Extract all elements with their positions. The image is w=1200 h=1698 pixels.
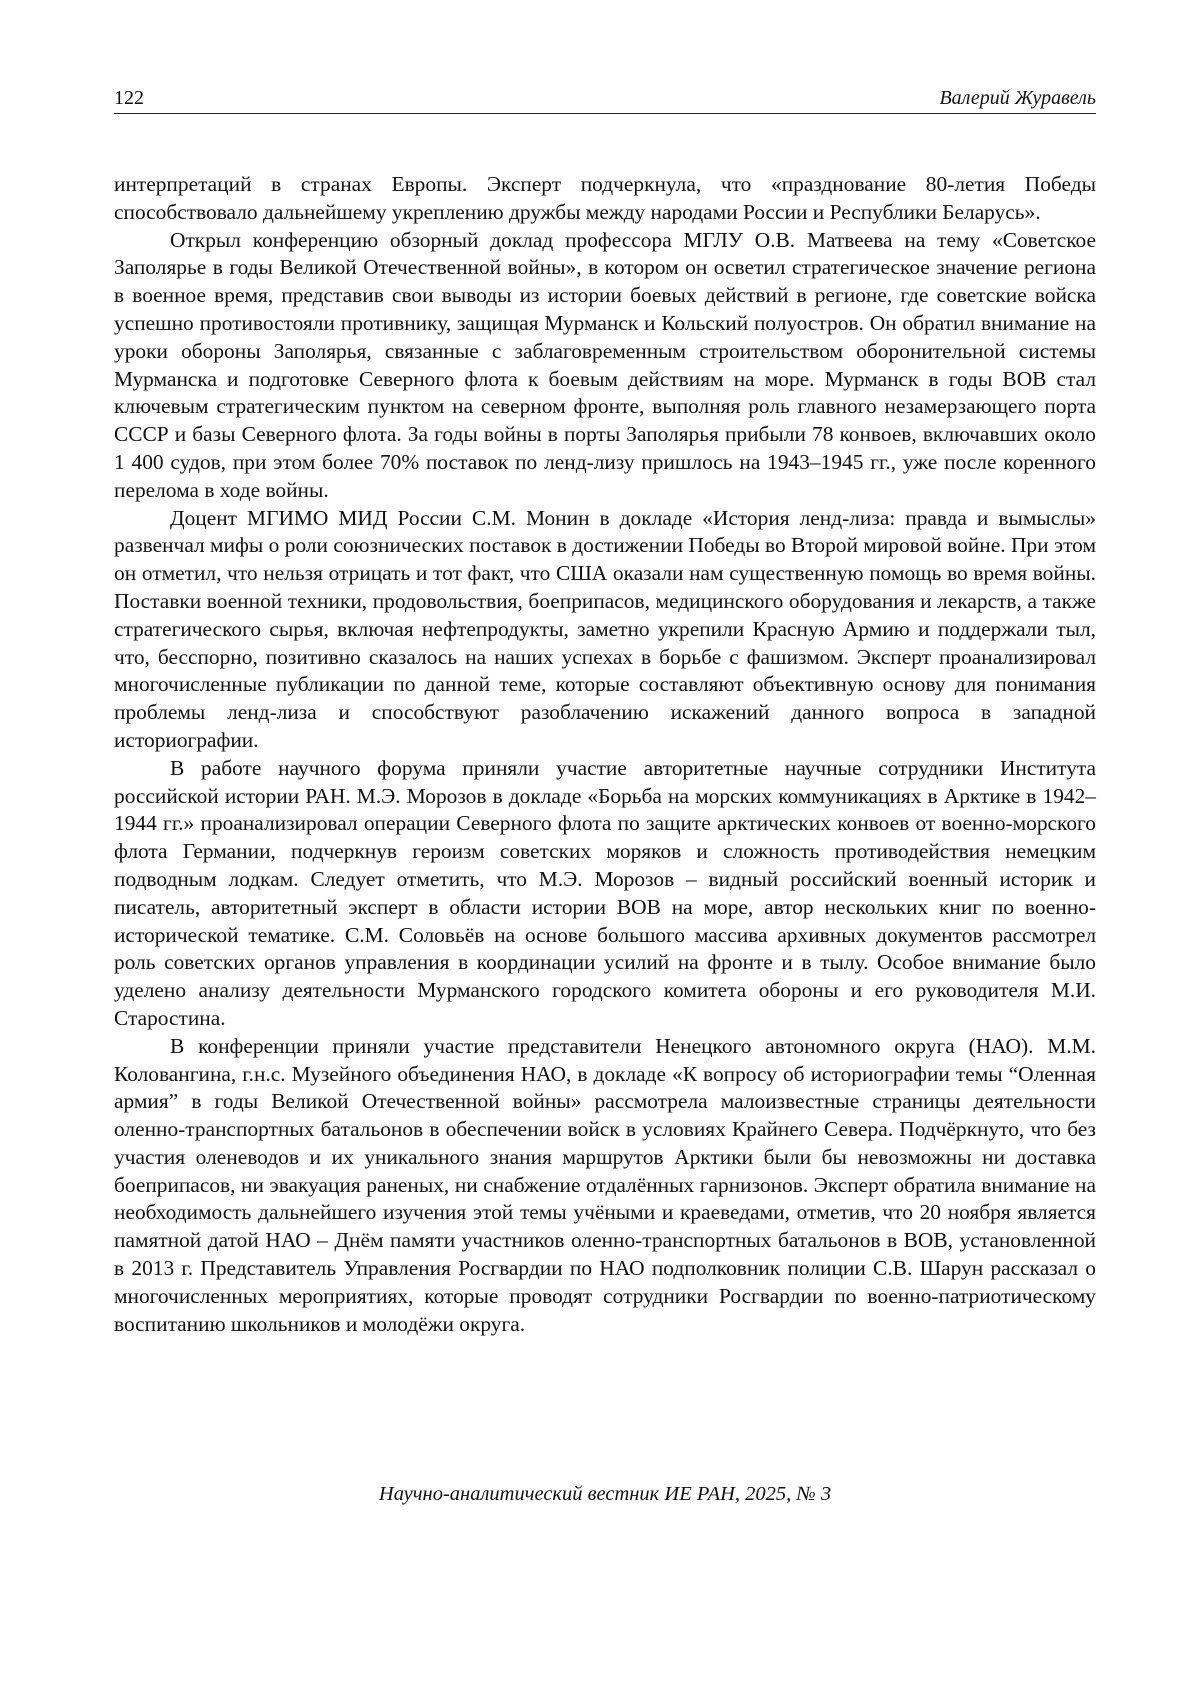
- article-body: [114, 171, 1096, 1338]
- paragraph-nao-representatives: В конференции приняли участие представители Ненецкого автономного округа (НАО). М.М. Коловангина, г.н.с. Музейного объединения НАО, в докладе «К вопросу об историографии темы “Оленная армия” в годы Великой Отечественной войны» рассмотрела малоизвестные страницы деятельности оленно-транспортных батальонов в обеспечении войск в условиях Крайнего Севера. Подчёркнуто, что без участия оленеводов и их уникального знания маршрутов Арктики были бы невозможны ни доставка боеприпасов, ни эвакуация раненых, ни снабжение отдалённых гарнизонов. Эксперт обратила внимание на необходимость дальнейшего изучения этой темы учёными и краеведами, отметив, что 20 ноября является памятной датой НАО – Днём памяти участников оленно-транспортных батальонов в ВОВ, установленной в 2013 г. Представитель Управления Росгвардии по НАО подполковник полиции С.В. Шарун рассказал о многочисленных мероприятиях, которые проводят сотрудники Росгвардии по военно-патриотическому воспитанию школьников и молодёжи округа.: [114, 1033, 1096, 1336]
- journal-footer: Научно-аналитический вестник ИЕ РАН, 2025, № 3: [378, 1483, 832, 1505]
- paragraph-ran-researchers: В работе научного форума приняли участие авторитетные научные сотрудники Института российской истории РАН. М.Э. Морозов в докладе «Борьба на морских коммуникациях в Арктике в 1942–1944 гг.» проанализировал операции Северного флота по защите арктических конвоев от военно-морского флота Германии, подчеркнув героизм советских моряков и сложность противодействия немецким подводным лодкам. Следует отметить, что М.Э. Морозов – видный российский военный историк и писатель, авторитетный эксперт в области истории ВОВ на море, автор нескольких книг по военно-исторической тематике. С.М. Соловьёв на основе большого массива архивных документов рассмотрел роль советских органов управления в координации усилий на фронте и в тылу. Особое внимание было уделено анализу деятельности Мурманского городского комитета обороны и его руководителя М.И. Старостина.: [114, 755, 1096, 1030]
- running-header-author: Валерий Журавель: [939, 87, 1096, 109]
- paragraph-matveev-report: Открыл конференцию обзорный доклад профессора МГЛУ О.В. Матвеева на тему «Советское Заполярье в годы Великой Отечественной войны», в котором он осветил стратегическое значение региона в военное время, представив свои выводы из истории боевых действий в регионе, где советские войска успешно противостояли противнику, защищая Мурманск и Кольский полуостров. Он обратил внимание на уроки обороны Заполярья, связанные с заблаговременным строительством оборонительной системы Мурманска и подготовке Северного флота к боевым действиям на море. Мурманск в годы ВОВ стал ключевым стратегическим пунктом на северном фронте, выполняя роль главного незамерзающего порта СССР и базы Северного флота. За годы войны в порты Заполярья прибыли 78 конвоев, включавших около 1 400 судов, при этом более 70% поставок по ленд-лизу пришлось на 1943–1945 гг., уже после коренного перелома в ходе войны.: [114, 227, 1096, 502]
- page-number: 122: [114, 87, 144, 109]
- running-header: [114, 84, 1096, 114]
- paragraph-continuation: интерпретаций в странах Европы. Эксперт подчеркнула, что «празднование 80-летия Победы способствовало дальнейшему укреплению дружбы между народами России и Республики Беларусь».: [114, 172, 1096, 224]
- document-page: [114, 0, 1096, 1698]
- paragraph-monin-report: Доцент МГИМО МИД России С.М. Монин в докладе «История ленд-лиза: правда и вымыслы» развенчал мифы о роли союзнических поставок в достижении Победы во Второй мировой войне. При этом он отметил, что нельзя отрицать и тот факт, что США оказали нам существенную помощь во время войны. Поставки военной техники, продовольствия, боеприпасов, медицинского оборудования и лекарств, а также стратегического сырья, включая нефтепродукты, заметно укрепили Красную Армию и поддержали тыл, что, бесспорно, позитивно сказалось на наших успехах в борьбе с фашизмом. Эксперт проанализировал многочисленные публикации по данной теме, которые составляют объективную основу для понимания проблемы ленд-лиза и способствуют разоблачению искажений данного вопроса в западной историографии.: [114, 505, 1096, 752]
